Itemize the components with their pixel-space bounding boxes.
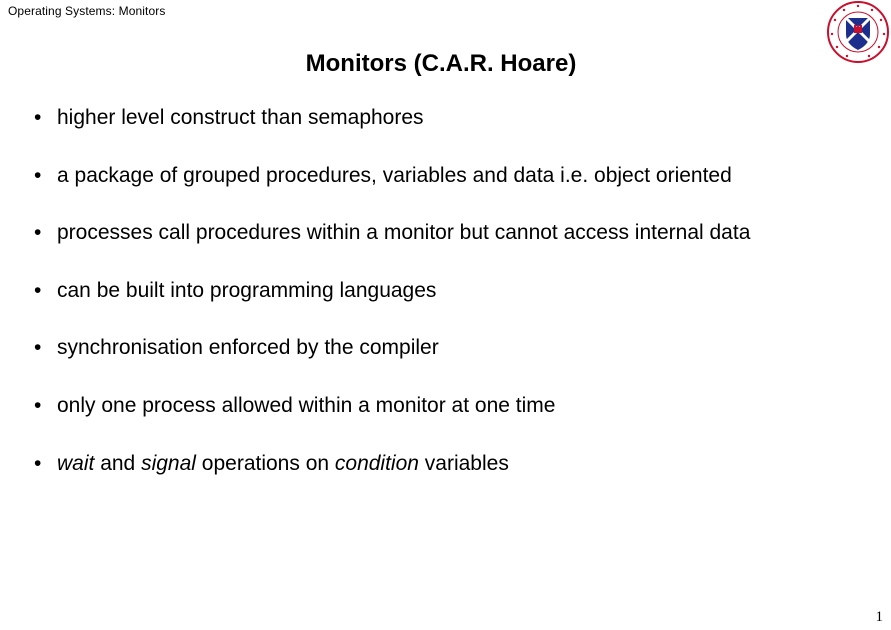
bullet-marker: • xyxy=(34,393,42,417)
bullet-marker: • xyxy=(34,278,42,302)
slide-title: Monitors (C.A.R. Hoare) xyxy=(305,50,577,77)
wait-term: wait xyxy=(57,451,95,475)
bullet-text: a package of grouped procedures, variables and data i.e. object oriented xyxy=(57,163,732,187)
bullet-item xyxy=(34,276,750,334)
bullet-item xyxy=(34,391,750,449)
bullet-item xyxy=(34,218,750,276)
bullet-item xyxy=(34,333,750,391)
bullet-marker: • xyxy=(34,451,42,475)
page-number: 1 xyxy=(875,609,883,625)
bullet-text-fragment: and xyxy=(94,451,142,475)
bullet-list xyxy=(34,103,750,506)
bullet-text-fragment: operations on xyxy=(195,451,335,475)
bullet-text: can be built into programming languages xyxy=(57,278,437,302)
bullet-marker: • xyxy=(34,163,42,187)
bullet-text: higher level construct than semaphores xyxy=(57,106,424,129)
bullet-marker: • xyxy=(34,221,42,245)
bullet-text: processes call procedures within a monitor but cannot access internal data xyxy=(57,221,751,245)
bullet-text: synchronisation enforced by the compiler xyxy=(57,336,439,360)
bullet-text: only one process allowed within a monitor at one time xyxy=(57,393,556,417)
bullet-item xyxy=(34,449,750,507)
signal-term: signal xyxy=(141,451,196,475)
condition-term: condition xyxy=(334,451,419,475)
bullet-text-fragment: variables xyxy=(418,451,509,475)
bullet-marker: • xyxy=(34,336,42,360)
slide-header-label: Operating Systems: Monitors xyxy=(8,4,166,18)
bullet-marker: • xyxy=(34,106,42,129)
bullet-item xyxy=(34,103,750,161)
bullet-item xyxy=(34,161,750,219)
